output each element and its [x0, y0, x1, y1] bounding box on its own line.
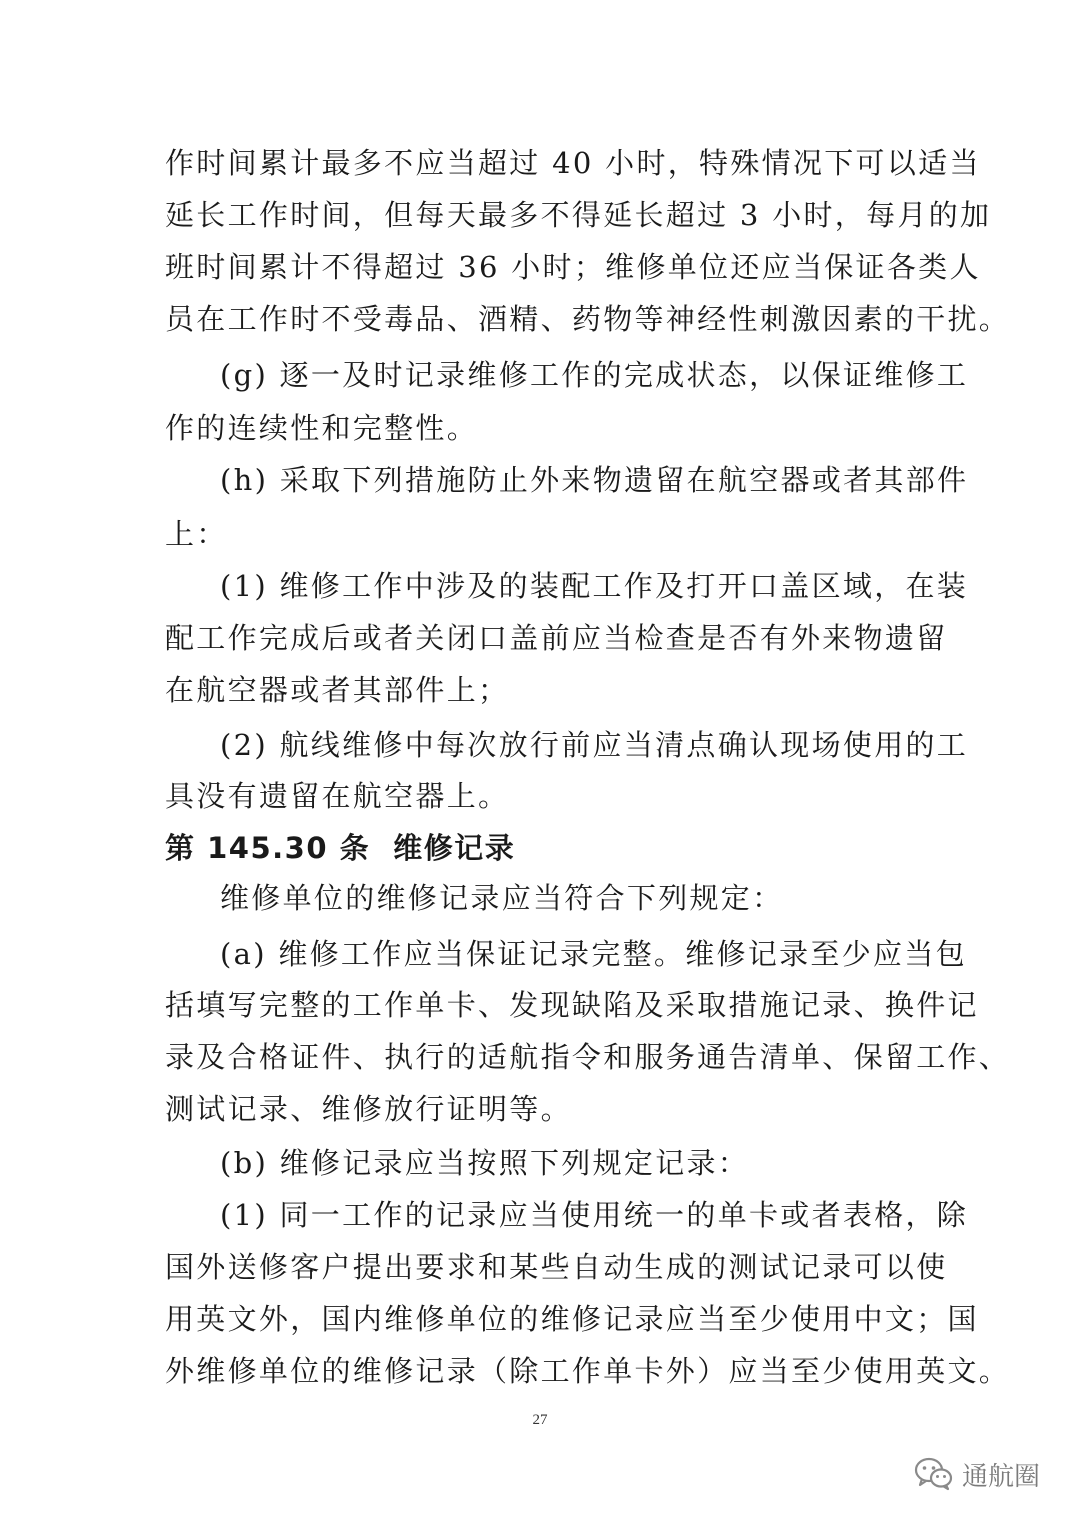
wechat-icon — [914, 1457, 954, 1491]
section-heading: 第 145.30 条 维修记录 — [165, 831, 516, 865]
watermark — [914, 1448, 1040, 1500]
body-line: 维修单位的维修记录应当符合下列规定： — [220, 881, 784, 915]
body-line: (1) 维修工作中涉及的装配工作及打开口盖区域，在装 — [220, 569, 969, 603]
watermark-text: 通航圈 — [961, 1461, 1040, 1492]
page-number: 27 — [532, 1412, 548, 1428]
body-line: 配工作完成后或者关闭口盖前应当检查是否有外来物遗留 — [165, 621, 948, 655]
body-line: 录及合格证件、执行的适航指令和服务通告清单、保留工作、 — [165, 1040, 1011, 1074]
body-line: 作时间累计最多不应当超过 40 小时，特殊情况下可以适当 — [165, 146, 981, 180]
body-line: (a) 维修工作应当保证记录完整。维修记录至少应当包 — [220, 937, 967, 971]
body-line: 在航空器或者其部件上； — [165, 673, 510, 707]
body-line: 延长工作时间，但每天最多不得延长超过 3 小时，每月的加 — [165, 198, 992, 232]
body-line: (g) 逐一及时记录维修工作的完成状态，以保证维修工 — [220, 358, 969, 392]
body-line: 作的连续性和完整性。 — [165, 411, 479, 445]
body-line: 括填写完整的工作单卡、发现缺陷及采取措施记录、换件记 — [165, 988, 979, 1022]
body-line: 国外送修客户提出要求和某些自动生成的测试记录可以使 — [165, 1250, 948, 1284]
body-line: 班时间累计不得超过 36 小时；维修单位还应当保证各类人 — [165, 250, 981, 284]
body-line: 上： — [165, 517, 228, 551]
body-line: 具没有遗留在航空器上。 — [165, 779, 510, 813]
body-line: 外维修单位的维修记录（除工作单卡外）应当至少使用英文。 — [165, 1354, 1011, 1388]
body-line: (1) 同一工作的记录应当使用统一的单卡或者表格，除 — [220, 1198, 969, 1232]
body-line: 测试记录、维修放行证明等。 — [165, 1092, 572, 1126]
body-line: (2) 航线维修中每次放行前应当清点确认现场使用的工 — [220, 728, 969, 762]
body-line: 用英文外，国内维修单位的维修记录应当至少使用中文；国 — [165, 1302, 979, 1336]
body-line: (b) 维修记录应当按照下列规定记录： — [220, 1146, 750, 1180]
body-line: 员在工作时不受毒品、酒精、药物等神经性刺激因素的干扰。 — [165, 302, 1011, 336]
body-line: (h) 采取下列措施防止外来物遗留在航空器或者其部件 — [220, 463, 969, 497]
